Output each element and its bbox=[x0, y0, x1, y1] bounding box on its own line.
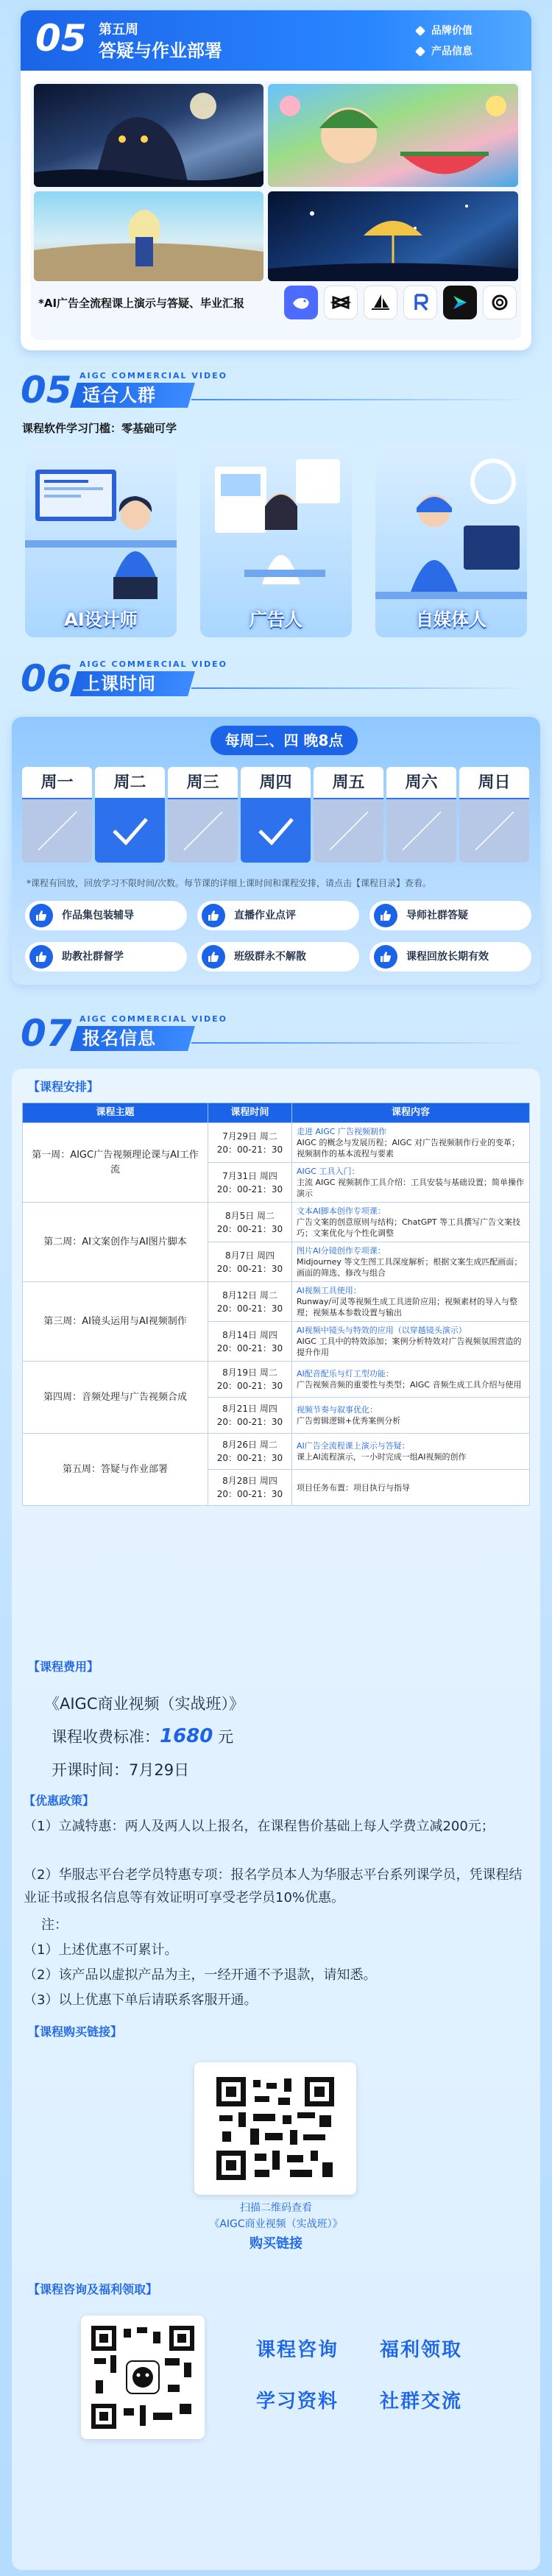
section-title: 适合人群 bbox=[82, 385, 156, 406]
divider bbox=[191, 1042, 530, 1044]
buy-link[interactable]: 购买链接 bbox=[250, 2236, 302, 2251]
thumbs-up-icon bbox=[202, 945, 225, 969]
day-monday bbox=[22, 767, 92, 863]
qr-caption-line2: 《AIGC商业视频（实战班）》 bbox=[209, 2218, 343, 2230]
slash-icon bbox=[35, 809, 79, 853]
thumbs-up-icon bbox=[374, 904, 397, 927]
section-number: 06 bbox=[21, 657, 72, 700]
demo-image-umbrella-night bbox=[268, 191, 518, 281]
cta-welfare[interactable]: 福利领取 bbox=[380, 2339, 463, 2361]
thumbs-up-icon bbox=[202, 904, 225, 927]
check-icon bbox=[110, 815, 151, 847]
lesson-desc: 项目任务布置：项目执行与指导 bbox=[297, 1482, 410, 1493]
slash-icon bbox=[473, 809, 517, 853]
lesson-content bbox=[292, 1362, 530, 1398]
lesson-clock: 20：00-21：30 bbox=[216, 1453, 283, 1463]
demo-image-night-beast bbox=[34, 84, 263, 187]
weekday-grid bbox=[22, 767, 530, 863]
fee-label: 课程收费标准： bbox=[52, 1728, 160, 1746]
lesson-clock: 20：00-21：30 bbox=[216, 1183, 283, 1195]
table-header-row bbox=[23, 1103, 530, 1123]
section-title: 报名信息 bbox=[82, 1028, 156, 1049]
class-time-badge: 每周二、四 晚8点 bbox=[210, 726, 358, 755]
lesson-content bbox=[292, 1163, 530, 1203]
day-slot-empty bbox=[459, 799, 529, 863]
audience-label: 广告人 bbox=[250, 609, 302, 630]
lesson-content bbox=[292, 1282, 530, 1322]
qr-code-icon bbox=[216, 2077, 334, 2180]
lesson-content bbox=[292, 1322, 530, 1362]
lesson-desc: Runway/可灵等视频生成工具进阶应用；视频素材的导入与整理；视频基本参数设置与输出 bbox=[297, 1297, 518, 1317]
midjourney-icon bbox=[364, 286, 397, 319]
lesson-title: 图片AI分镜创作专项课： bbox=[297, 1246, 386, 1256]
lesson-clock: 20：00-21：30 bbox=[216, 1144, 283, 1155]
audience-label: AI设计师 bbox=[64, 609, 138, 630]
lesson-clock: 20：00-21：30 bbox=[216, 1342, 283, 1354]
lesson-time bbox=[208, 1470, 292, 1506]
schedule-section-header bbox=[0, 655, 552, 705]
day-slot-active bbox=[241, 799, 311, 863]
day-name: 周二 bbox=[95, 767, 165, 799]
lesson-content bbox=[292, 1203, 530, 1242]
thumbs-up-icon bbox=[374, 945, 397, 969]
week5-tag-label: 品牌价值 bbox=[431, 25, 473, 37]
day-friday bbox=[314, 767, 383, 863]
audience-card-designer bbox=[25, 445, 177, 637]
fee-unit: 元 bbox=[218, 1728, 234, 1746]
lesson-date: 8月28日 周四 bbox=[222, 1476, 277, 1486]
lesson-desc: 广告剪辑逻辑+优秀案例分析 bbox=[297, 1416, 401, 1426]
week5-tag bbox=[417, 22, 473, 40]
lesson-title: 视频节奏与叙事优化： bbox=[297, 1405, 378, 1415]
lesson-time bbox=[208, 1203, 292, 1242]
lesson-time bbox=[208, 1322, 292, 1362]
section-en-label: AIGC COMMERCIAL VIDEO bbox=[79, 659, 227, 669]
start-value: 7月29日 bbox=[129, 1761, 190, 1779]
deepseek-icon bbox=[284, 286, 318, 319]
day-slot-empty bbox=[22, 799, 92, 863]
schedule-panel bbox=[12, 717, 540, 985]
day-name: 周四 bbox=[241, 767, 311, 799]
table-row bbox=[23, 1434, 530, 1470]
lesson-date: 8月19日 周二 bbox=[222, 1367, 277, 1378]
lesson-title: AI广告全流程课上演示与答疑： bbox=[297, 1441, 410, 1451]
lesson-clock: 20：00-21：30 bbox=[216, 1381, 283, 1391]
thumbs-up-icon bbox=[29, 945, 53, 969]
service-perks bbox=[25, 901, 533, 972]
module-name: 第一周：AIGC广告视频理论课与AI工作流 bbox=[23, 1123, 208, 1203]
table-row bbox=[23, 1123, 530, 1163]
fee-value: 1680 bbox=[160, 1725, 213, 1747]
module-name: 第三周：AI镜头运用与AI视频制作 bbox=[23, 1282, 208, 1362]
audience-subtitle: 课程软件学习门槛：零基础可学 bbox=[22, 422, 177, 435]
week5-caption: *AI广告全流程课上演示与答疑、毕业汇报 bbox=[38, 297, 245, 310]
day-wednesday bbox=[168, 767, 238, 863]
lesson-title: AIGC 工具入门： bbox=[297, 1167, 360, 1176]
audience-card-creator bbox=[375, 445, 527, 637]
fee-line bbox=[52, 1725, 233, 1748]
column-header: 课程主题 bbox=[23, 1103, 208, 1123]
wechat-qr-code-icon bbox=[91, 2326, 194, 2429]
slash-icon bbox=[181, 809, 225, 853]
perk-label: 班级群永不解散 bbox=[234, 951, 306, 963]
section-number: 05 bbox=[21, 369, 72, 411]
lesson-time bbox=[208, 1362, 292, 1398]
lesson-content bbox=[292, 1434, 530, 1470]
lesson-title: AI配音配乐与灯工型功能： bbox=[297, 1369, 394, 1379]
arrangement-heading: 【课程安排】 bbox=[28, 1080, 99, 1094]
module-name: 第五周：答疑与作业部署 bbox=[23, 1434, 208, 1506]
lesson-time bbox=[208, 1163, 292, 1203]
audience-label: 自媒体人 bbox=[416, 609, 486, 630]
lesson-clock: 20：00-21：30 bbox=[216, 1303, 283, 1314]
lesson-desc: 广告文案的创意原则与结构；ChatGPT 等工具撰写广告文案技巧；文案优化与个性化调整 bbox=[297, 1217, 521, 1238]
diamond-icon bbox=[415, 26, 425, 36]
perk-item bbox=[197, 901, 359, 930]
lesson-date: 8月14日 周四 bbox=[222, 1329, 277, 1340]
week5-header bbox=[21, 10, 531, 71]
lesson-clock: 20：00-21：30 bbox=[216, 1417, 283, 1427]
day-name: 周六 bbox=[386, 767, 456, 799]
divider bbox=[191, 399, 530, 400]
day-slot-empty bbox=[386, 799, 456, 863]
lesson-date: 8月7日 周四 bbox=[224, 1250, 275, 1261]
lesson-desc: AIGC 的概念与发展历程；AIGC 对广告视频制作行业的变革；视频制作的基本流程与要素 bbox=[297, 1138, 520, 1158]
notes-heading: 注： bbox=[41, 1917, 68, 1933]
day-slot-empty bbox=[168, 799, 238, 863]
discount-1: （1）立减特惠：两人及两人以上报名，在课程售价基础上每人学费立减200元； bbox=[24, 1819, 495, 1834]
day-sunday bbox=[459, 767, 529, 863]
lesson-title: 走进 AIGC 广告视频制作 bbox=[297, 1127, 386, 1136]
lesson-desc: AIGC 工具中的特效添加；案例分析特效对广告视频氛围营造的提升作用 bbox=[297, 1337, 522, 1357]
course-schedule-table bbox=[22, 1103, 530, 1506]
day-name: 周三 bbox=[168, 767, 238, 799]
week5-tags bbox=[417, 22, 473, 63]
consult-heading: 【课程咨询及福利领取】 bbox=[28, 2282, 158, 2296]
lesson-clock: 20：00-21：30 bbox=[216, 1489, 283, 1499]
perk-label: 课程回放长期有效 bbox=[406, 951, 489, 963]
lesson-title: 文本AI脚本创作专项课： bbox=[297, 1206, 386, 1216]
week5-week-label: 第五周 bbox=[99, 22, 138, 38]
purchase-qr-code[interactable] bbox=[194, 2062, 356, 2195]
table-row bbox=[23, 1362, 530, 1398]
day-name: 周日 bbox=[459, 767, 529, 799]
lesson-desc: Midjourney 等文生图工具深度解析；根据文案生成匹配画面；画面的筛选、修改与组合 bbox=[297, 1257, 523, 1278]
qr-caption-line1: 扫描二维码查看 bbox=[240, 2202, 312, 2214]
note-1: （1）上述优惠不可累计。 bbox=[24, 1942, 178, 1958]
lesson-desc: 主流 AIGC 视频制作工具介绍：工具安装与基础设置；简单操作演示 bbox=[297, 1178, 524, 1198]
demo-image-watermelon bbox=[268, 84, 518, 187]
openai-icon bbox=[483, 286, 517, 319]
day-name: 周五 bbox=[314, 767, 383, 799]
schedule-note: *课程有回放，回放学习不限时间/次数。每节课的详细上课时间和课程安排，请点击【课程目录】查看。 bbox=[26, 878, 432, 888]
lesson-date: 8月5日 周二 bbox=[224, 1210, 275, 1221]
capcut-icon bbox=[324, 286, 358, 319]
lesson-desc: 广告视频音频的重要性与类型；AIGC 音频生成工具介绍与使用 bbox=[297, 1380, 522, 1390]
lesson-time bbox=[208, 1398, 292, 1434]
umbrella-night-illustration bbox=[268, 191, 518, 281]
week5-gallery bbox=[31, 81, 521, 340]
perk-item bbox=[369, 942, 531, 972]
start-label: 开课时间： bbox=[52, 1761, 129, 1779]
day-saturday bbox=[386, 767, 456, 863]
lesson-content bbox=[292, 1123, 530, 1163]
start-line bbox=[52, 1759, 189, 1781]
audience-card-advertiser bbox=[200, 445, 352, 637]
lesson-clock: 20：00-21：30 bbox=[216, 1263, 283, 1274]
section-number: 07 bbox=[21, 1012, 72, 1055]
lesson-clock: 20：00-21：30 bbox=[216, 1223, 283, 1234]
thumbs-up-icon bbox=[29, 904, 53, 927]
day-name: 周一 bbox=[22, 767, 92, 799]
diamond-icon bbox=[415, 46, 425, 57]
lesson-desc: 课上AI流程演示，一小时完成一组AI视频的创作 bbox=[297, 1452, 467, 1462]
day-slot-empty bbox=[314, 799, 383, 863]
watermelon-illustration bbox=[268, 84, 518, 187]
perk-label: 导师社群答疑 bbox=[406, 910, 468, 921]
perk-label: 助教社群督学 bbox=[62, 951, 124, 963]
fee-heading: 【课程费用】 bbox=[28, 1660, 99, 1674]
demo-image-girl-field bbox=[34, 191, 263, 281]
module-name: 第二周：AI文案创作与AI图片脚本 bbox=[23, 1203, 208, 1282]
girl-field-illustration bbox=[34, 191, 263, 281]
registration-section-header bbox=[0, 1010, 552, 1060]
lesson-date: 8月21日 周四 bbox=[222, 1404, 277, 1414]
perk-item bbox=[25, 901, 187, 930]
table-row bbox=[23, 1282, 530, 1322]
note-2: （2）该产品以虚拟产品为主，一经开通不予退款，请知悉。 bbox=[24, 1967, 377, 1983]
cta-community[interactable]: 社群交流 bbox=[380, 2391, 463, 2413]
consult-qr-code[interactable] bbox=[81, 2315, 205, 2439]
note-3: （3）以上优惠下单后请联系客服开通。 bbox=[24, 1992, 258, 2008]
cta-consult[interactable]: 课程咨询 bbox=[256, 2339, 339, 2361]
column-header: 课程内容 bbox=[292, 1103, 530, 1123]
purchase-heading: 【课程购买链接】 bbox=[28, 2025, 123, 2039]
lesson-time bbox=[208, 1242, 292, 1282]
discount-heading: 【优惠政策】 bbox=[24, 1794, 95, 1808]
night-beast-illustration bbox=[34, 84, 263, 187]
perk-item bbox=[197, 942, 359, 972]
lesson-date: 8月12日 周二 bbox=[222, 1289, 277, 1301]
section-en-label: AIGC COMMERCIAL VIDEO bbox=[79, 371, 227, 381]
perk-label: 直播作业点评 bbox=[234, 910, 296, 921]
lesson-time bbox=[208, 1282, 292, 1322]
week5-title: 答疑与作业部署 bbox=[99, 40, 222, 61]
runway-icon bbox=[403, 286, 437, 319]
course-name: 《AIGC商业视频（实战班）》 bbox=[44, 1695, 244, 1713]
lesson-content bbox=[292, 1398, 530, 1434]
table-row bbox=[23, 1203, 530, 1242]
day-thursday bbox=[241, 767, 311, 863]
day-slot-active bbox=[95, 799, 165, 863]
audience-section-header bbox=[0, 367, 552, 417]
column-header: 课程时间 bbox=[208, 1103, 292, 1123]
perk-label: 作品集包装辅导 bbox=[62, 910, 134, 921]
lesson-date: 7月31日 周四 bbox=[222, 1170, 277, 1181]
lesson-title: AI视频中镜头与特效的应用（以穿越镜头演示） bbox=[297, 1326, 467, 1335]
lesson-date: 7月29日 周二 bbox=[222, 1130, 277, 1142]
lesson-content bbox=[292, 1470, 530, 1506]
week5-number: 05 bbox=[35, 17, 87, 60]
ai-tool-icons bbox=[284, 286, 517, 319]
registration-panel bbox=[12, 1069, 540, 2570]
week5-tag-label: 产品信息 bbox=[431, 46, 473, 57]
day-tuesday bbox=[95, 767, 165, 863]
module-name: 第四周：音频处理与广告视频合成 bbox=[23, 1362, 208, 1434]
slash-icon bbox=[400, 809, 444, 853]
cta-materials[interactable]: 学习资料 bbox=[256, 2391, 339, 2413]
lesson-title: AI视频工具使用： bbox=[297, 1286, 361, 1295]
lesson-time bbox=[208, 1434, 292, 1470]
divider bbox=[191, 687, 530, 689]
perk-item bbox=[369, 901, 531, 930]
perk-item bbox=[25, 942, 187, 972]
lesson-content bbox=[292, 1242, 530, 1282]
lesson-time bbox=[208, 1123, 292, 1163]
discount-2: （2）华服志平台老学员特惠专项：报名学员本人为华服志平台系列课学员，凭课程结业证书或报名信息等有效证明可享受老学员10%优惠。 bbox=[24, 1867, 523, 1906]
week5-tag bbox=[417, 43, 473, 60]
section-en-label: AIGC COMMERCIAL VIDEO bbox=[79, 1014, 227, 1024]
week5-card bbox=[21, 10, 531, 350]
lesson-date: 8月26日 周二 bbox=[222, 1440, 277, 1450]
kling-icon bbox=[443, 286, 477, 319]
section-title: 上课时间 bbox=[82, 673, 156, 694]
slash-icon bbox=[327, 809, 371, 853]
check-icon bbox=[255, 815, 297, 847]
